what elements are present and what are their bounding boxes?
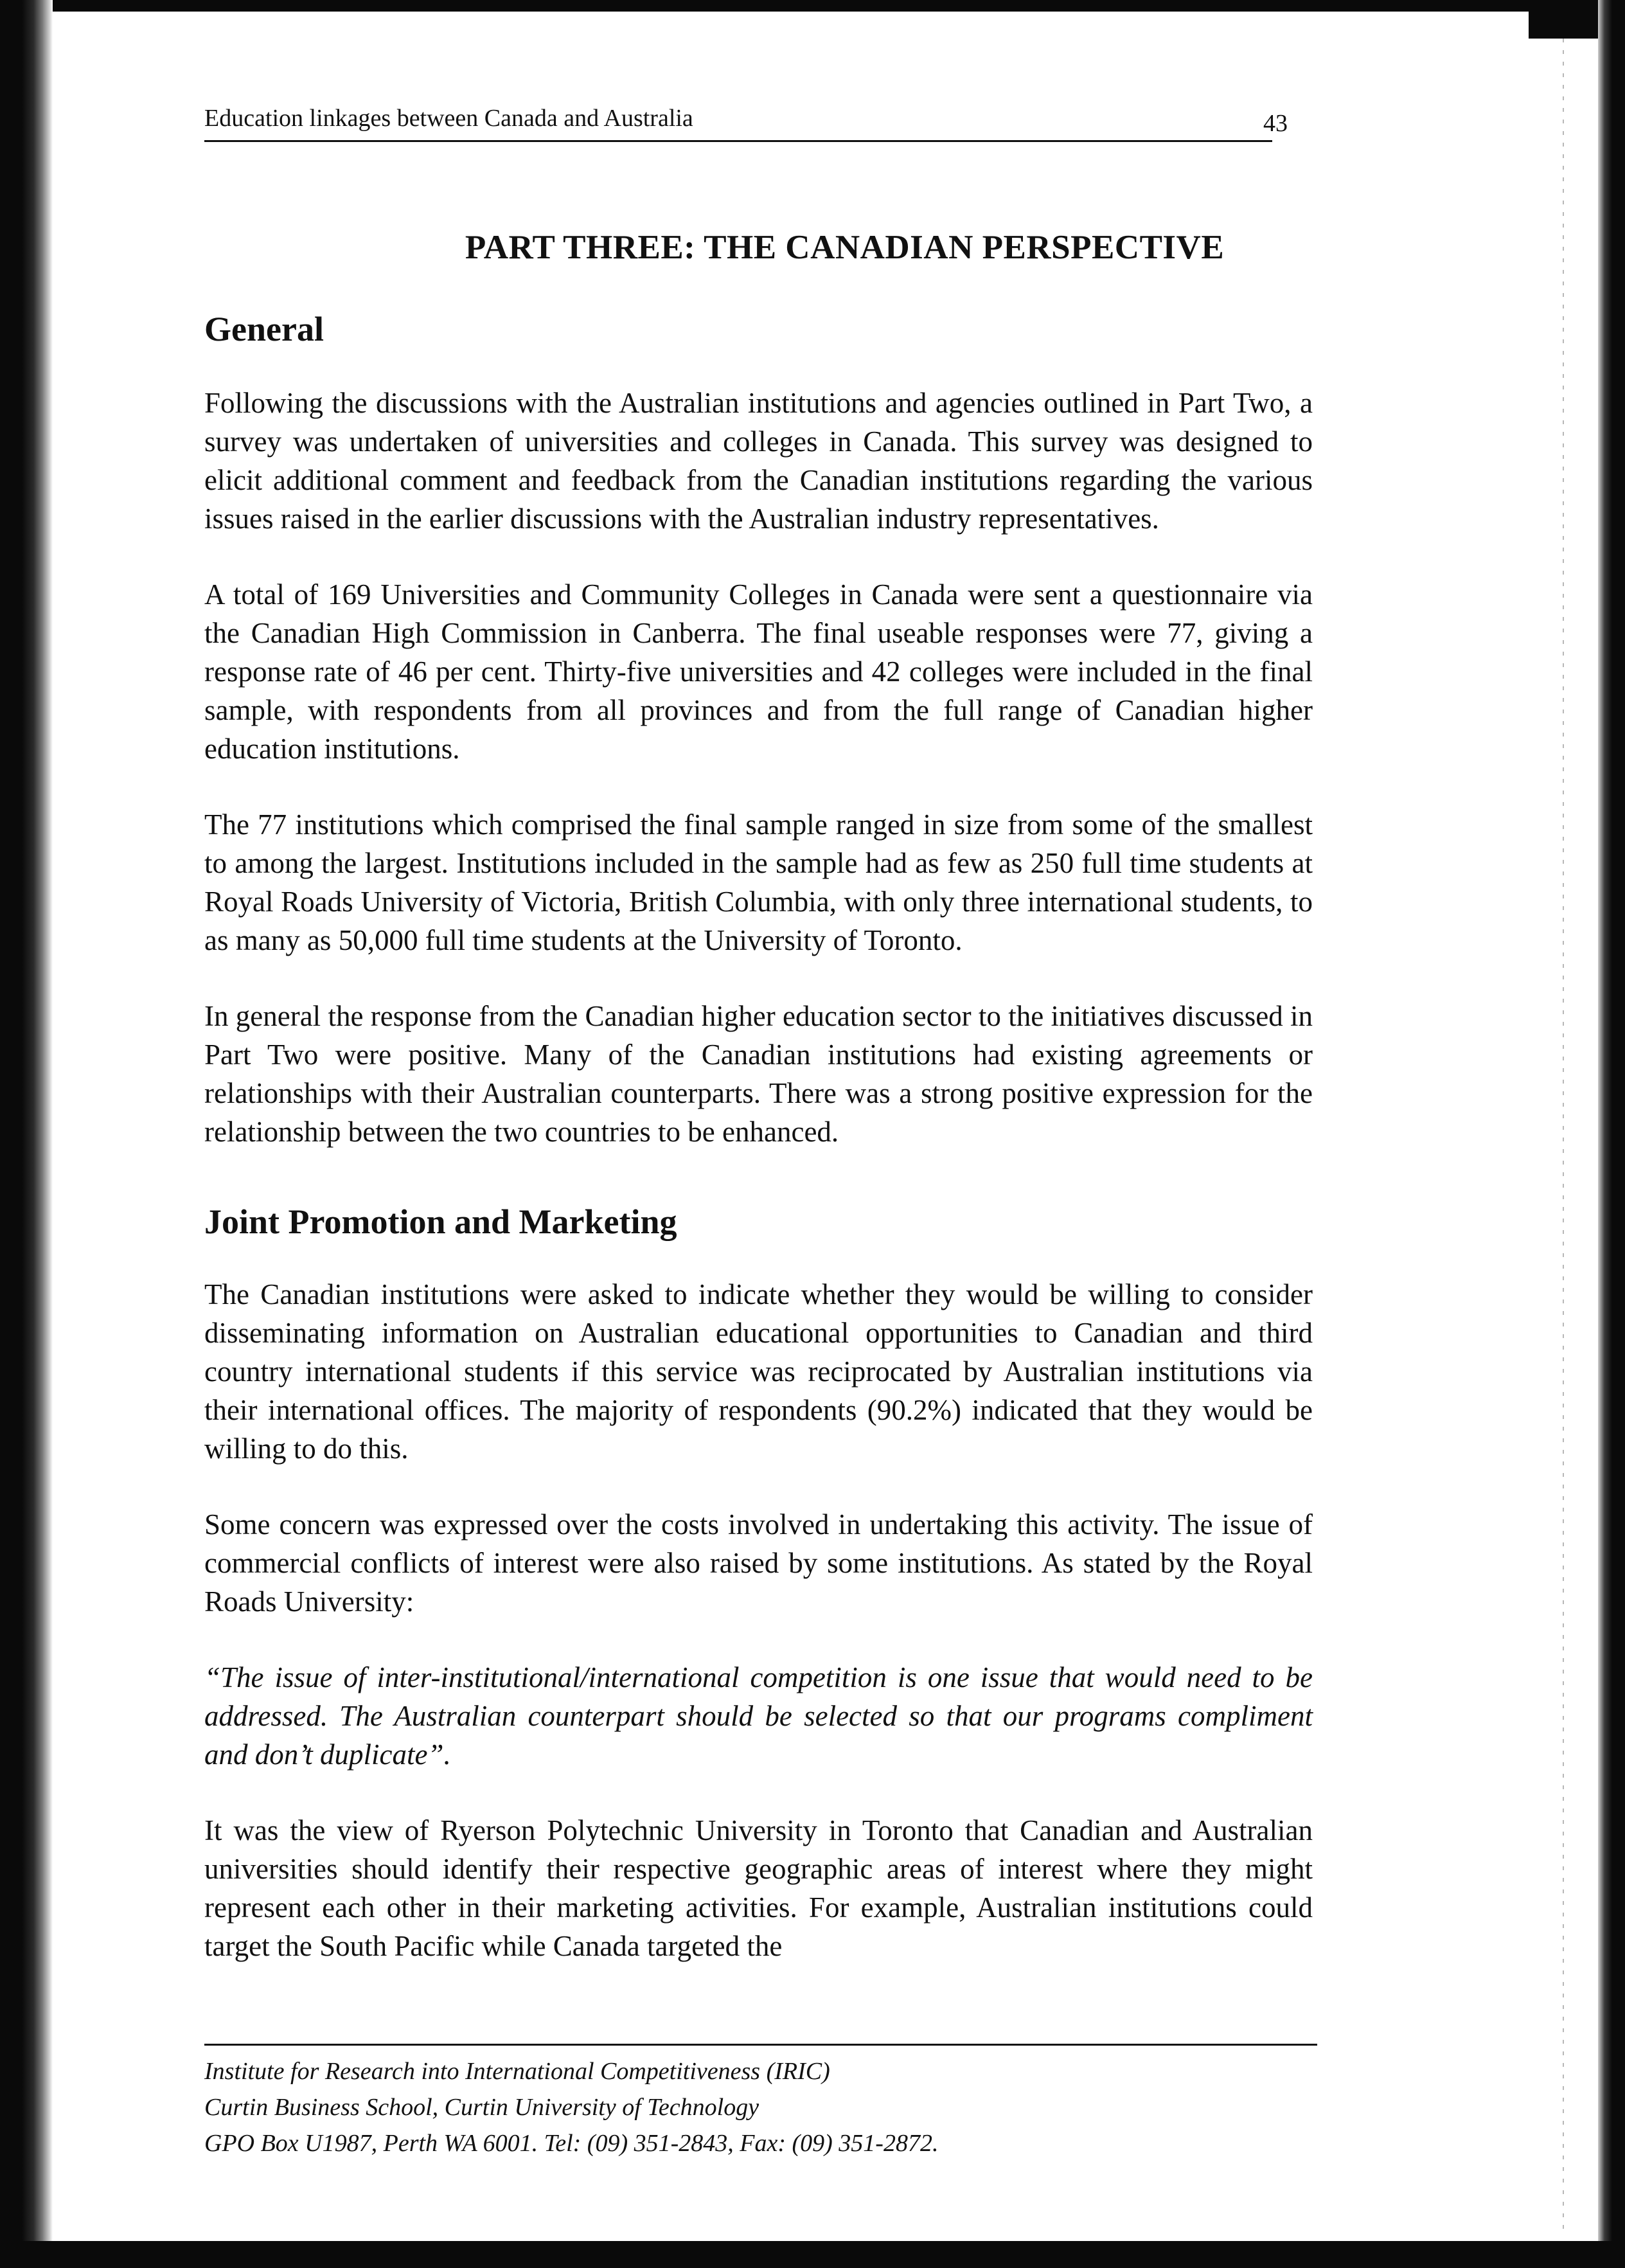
footer-address: GPO Box U1987, Perth WA 6001. Tel: (09) 351-2843, Fax: (09) 351-2872. xyxy=(204,2130,939,2157)
paragraph: It was the view of Ryerson Polytechnic University in Toronto that Canadian and Australian universities should identify their respective geographic areas of interest where they might represent each other in their marketing activities. For example, Australian institutions could target the South Pacific while Canada targeted the xyxy=(204,1814,1313,1962)
footer-school: Curtin Business School, Curtin University of Technology xyxy=(204,2094,759,2121)
paragraph: The 77 institutions which comprised the final sample ranged in size from some of the smallest to among the largest. Institutions included in the sample had as few as 250 full time students at Royal Roads University of Victoria, British Columbia, with only three international students, to as many as 50,000 full time students at the University of Toronto. xyxy=(204,808,1313,956)
running-header xyxy=(204,96,1288,142)
page-footer xyxy=(204,2044,1317,2161)
running-title: Education linkages between Canada and Australia xyxy=(204,105,693,132)
scan-border-top xyxy=(0,0,1625,12)
paragraph: In general the response from the Canadian higher education sector to the initiatives discussed in Part Two were positive. Many of the Canadian institutions had existing agreements or relationships with their Australian counterparts. There was a strong positive expression for the relationship between the two countries to be enhanced. xyxy=(204,999,1313,1148)
page-body xyxy=(204,308,1313,1965)
page-title: PART THREE: THE CANADIAN PERSPECTIVE xyxy=(465,229,1225,266)
paragraph: The Canadian institutions were asked to indicate whether they would be willing to consider disseminating information on Australian educational opportunities to Canadian and third country international students if this service was reciprocated by Australian institutions via their international offices. The majority of respondents (90.2%) indicated that they would be willing to do this. xyxy=(204,1278,1313,1465)
scan-border-left xyxy=(0,0,53,2268)
scan-border-bottom xyxy=(0,2241,1625,2268)
section-heading-joint-promotion: Joint Promotion and Marketing xyxy=(204,1202,677,1241)
paragraph: Some concern was expressed over the costs involved in undertaking this activity. The issue of commercial conflicts of interest were also raised by some institutions. As stated by the Royal Roads University: xyxy=(204,1508,1313,1618)
page-edge-marks xyxy=(1563,39,1564,2237)
block-quote: “The issue of inter-institutional/international competition is one issue that would need to be addressed. The Australian counterpart should be selected so that our programs compliment and don’t duplicate”. xyxy=(204,1661,1313,1771)
scan-border-right xyxy=(1598,0,1625,2268)
page-number: 43 xyxy=(1263,110,1288,137)
footer-institute: Institute for Research into International Competitiveness (IRIC) xyxy=(204,2058,830,2085)
section-heading-general: General xyxy=(204,310,324,348)
paragraph: Following the discussions with the Australian institutions and agencies outlined in Part Two, a survey was undertaken of universities and colleges in Canada. This survey was designed to elicit additional comment and feedback from the Canadian institutions regarding the various issues raised in the earlier discussions with the Australian industry representatives. xyxy=(204,386,1313,535)
paragraph: A total of 169 Universities and Community Colleges in Canada were sent a questionnaire via the Canadian High Commission in Canberra. The final useable responses were 77, giving a response rate of 46 per cent. Thirty-five universities and 42 colleges were included in the final sample, with respondents from all provinces and from the full range of Canadian higher education institutions. xyxy=(204,578,1313,765)
